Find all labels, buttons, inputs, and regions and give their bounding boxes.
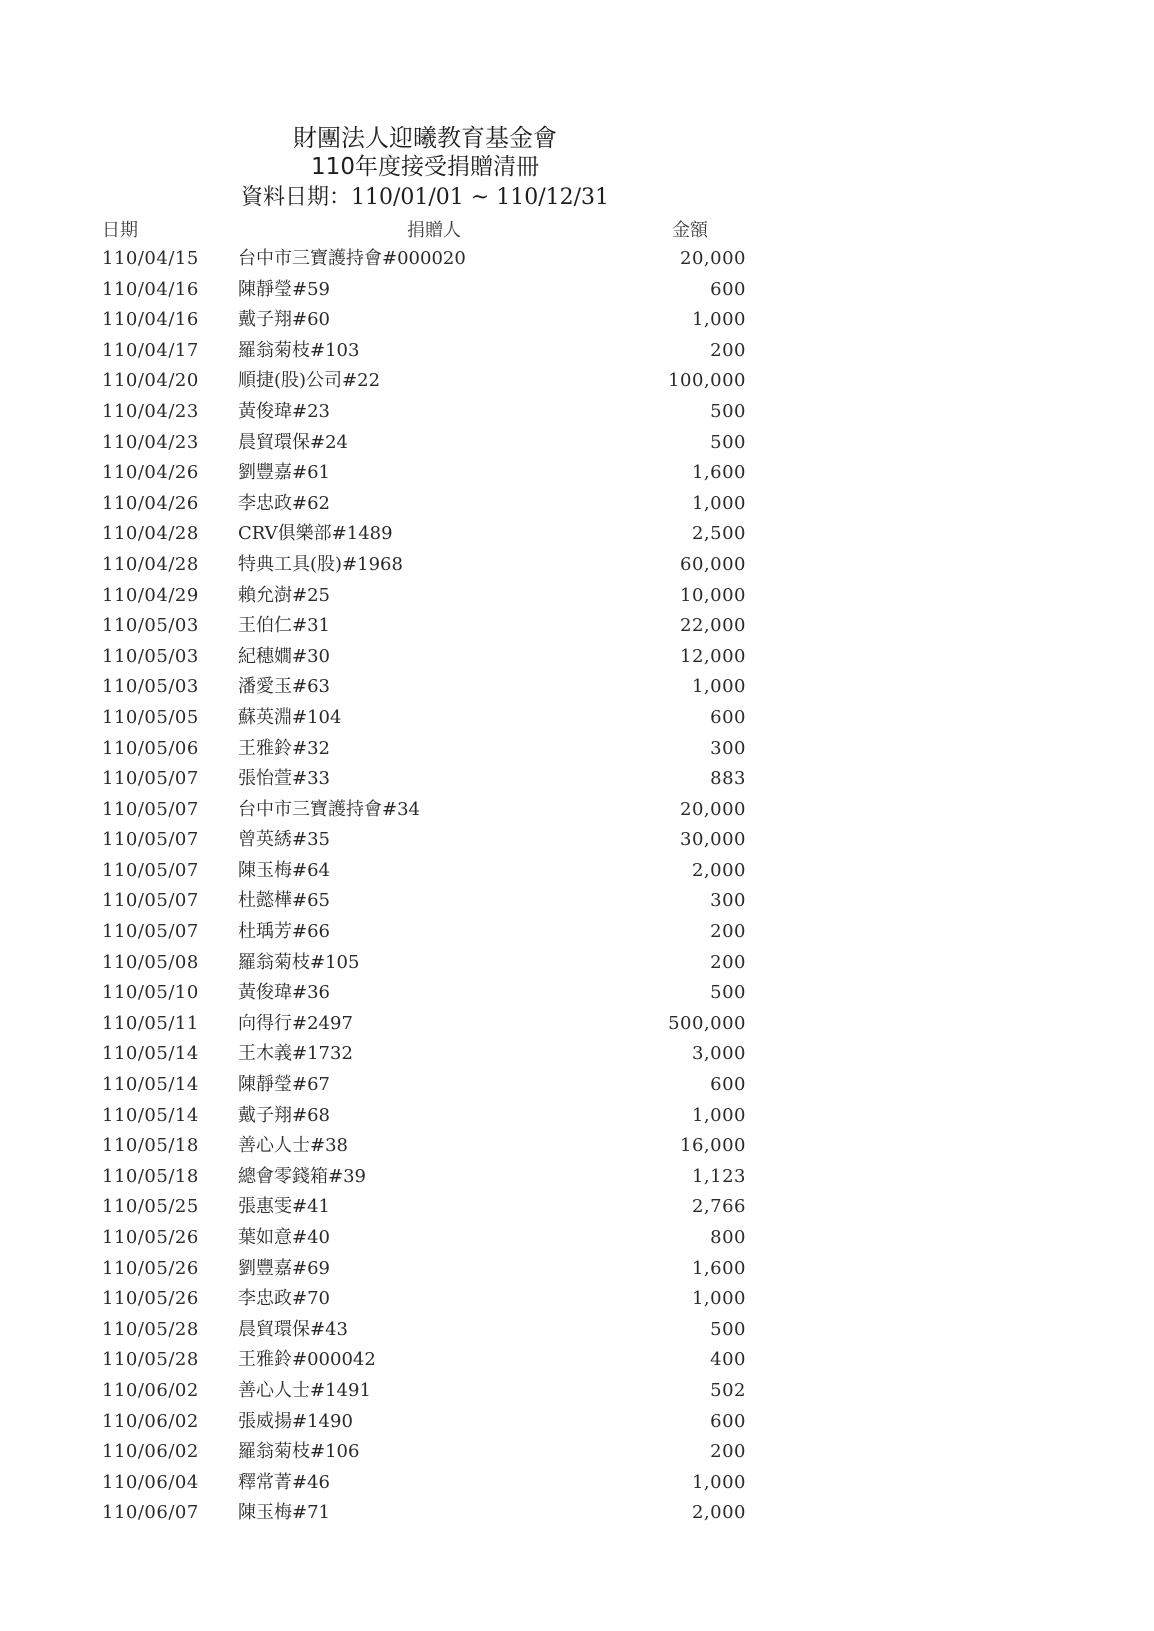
row-date: 110/05/10 <box>102 982 199 1004</box>
row-donor: 蘇英淵#104 <box>238 706 342 728</box>
row-date: 110/04/28 <box>102 523 199 545</box>
row-amount: 12,000 <box>680 645 746 667</box>
row-donor: 陳靜瑩#59 <box>238 278 330 300</box>
row-date: 110/04/20 <box>102 370 199 392</box>
row-donor: 黃俊瑋#36 <box>238 982 330 1004</box>
table-row <box>0 764 1154 795</box>
row-amount: 500,000 <box>668 1012 746 1034</box>
row-amount: 600 <box>710 278 746 300</box>
row-donor: 劉豐嘉#69 <box>238 1257 330 1279</box>
table-row <box>0 1223 1154 1254</box>
row-donor: 戴子翔#68 <box>238 1104 330 1126</box>
row-amount: 883 <box>710 768 746 790</box>
row-donor: 善心人士#38 <box>238 1135 348 1157</box>
row-donor: 羅翁菊枝#106 <box>238 1441 360 1463</box>
row-date: 110/05/07 <box>102 890 199 912</box>
table-row <box>0 825 1154 856</box>
table-row <box>0 519 1154 550</box>
row-amount: 1,123 <box>691 1165 746 1187</box>
row-donor: 羅翁菊枝#105 <box>238 951 360 973</box>
table-row <box>0 642 1154 673</box>
row-date: 110/05/18 <box>102 1165 199 1187</box>
donation-list <box>0 244 1154 1529</box>
table-row <box>0 1376 1154 1407</box>
organization-title: 財團法人迎曦教育基金會 <box>293 124 557 152</box>
row-date: 110/04/23 <box>102 431 199 453</box>
row-donor: 杜瑀芳#66 <box>238 921 330 943</box>
row-amount: 2,000 <box>691 859 746 881</box>
row-date: 110/05/07 <box>102 798 199 820</box>
row-date: 110/05/03 <box>102 676 199 698</box>
table-row <box>0 703 1154 734</box>
row-amount: 22,000 <box>680 615 746 637</box>
row-amount: 300 <box>710 737 746 759</box>
table-row <box>0 886 1154 917</box>
table-row <box>0 1162 1154 1193</box>
row-donor: 王伯仁#31 <box>238 615 330 637</box>
row-date: 110/05/07 <box>102 829 199 851</box>
row-date: 110/04/28 <box>102 553 199 575</box>
row-amount: 800 <box>710 1227 746 1248</box>
row-donor: 張惠雯#41 <box>238 1196 330 1218</box>
row-date: 110/05/18 <box>102 1135 199 1157</box>
row-donor: 晨貿環保#43 <box>238 1318 348 1340</box>
row-amount: 10,000 <box>680 584 746 606</box>
table-row <box>0 275 1154 306</box>
row-amount: 1,600 <box>691 1257 746 1279</box>
row-amount: 1,000 <box>691 1104 746 1126</box>
row-amount: 500 <box>710 982 746 1004</box>
table-row <box>0 581 1154 612</box>
row-donor: CRV俱樂部#1489 <box>238 523 393 545</box>
row-amount: 1,000 <box>691 1288 746 1310</box>
row-donor: 善心人士#1491 <box>238 1379 371 1401</box>
row-amount: 200 <box>710 339 746 361</box>
row-amount: 1,000 <box>691 676 746 698</box>
row-donor: 黃俊瑋#23 <box>238 400 330 422</box>
row-amount: 600 <box>710 1074 746 1096</box>
row-amount: 1,000 <box>691 492 746 514</box>
row-donor: 李忠政#62 <box>238 492 330 514</box>
row-donor: 王雅鈴#32 <box>238 737 330 759</box>
row-donor: 葉如意#40 <box>238 1227 330 1248</box>
row-date: 110/06/02 <box>102 1441 199 1463</box>
table-row <box>0 1009 1154 1040</box>
row-amount: 60,000 <box>680 553 746 575</box>
row-date: 110/04/26 <box>102 462 199 484</box>
row-amount: 400 <box>710 1349 746 1371</box>
table-row <box>0 366 1154 397</box>
column-header-donor: 捐贈人 <box>407 220 461 241</box>
table-row <box>0 244 1154 275</box>
row-donor: 順捷(股)公司#22 <box>238 370 381 392</box>
row-amount: 20,000 <box>680 248 746 269</box>
row-date: 110/04/29 <box>102 584 199 606</box>
row-date: 110/06/02 <box>102 1410 199 1432</box>
row-date: 110/05/07 <box>102 921 199 943</box>
table-row <box>0 305 1154 336</box>
table-row <box>0 672 1154 703</box>
row-donor: 總會零錢箱#39 <box>238 1165 366 1187</box>
row-donor: 賴允澍#25 <box>238 584 330 606</box>
row-date: 110/06/02 <box>102 1379 199 1401</box>
row-date: 110/04/26 <box>102 492 199 514</box>
row-date: 110/04/16 <box>102 278 199 300</box>
row-amount: 1,000 <box>691 1471 746 1493</box>
row-date: 110/05/07 <box>102 768 199 790</box>
column-header-amount: 金額 <box>672 220 708 241</box>
report-subtitle: 110年度接受捐贈清冊 <box>311 154 539 180</box>
row-amount: 300 <box>710 890 746 912</box>
row-date: 110/04/16 <box>102 309 199 331</box>
row-date: 110/05/05 <box>102 706 199 728</box>
table-row <box>0 1254 1154 1285</box>
row-date: 110/05/26 <box>102 1288 199 1310</box>
row-amount: 200 <box>710 951 746 973</box>
row-date: 110/05/14 <box>102 1043 199 1065</box>
table-row <box>0 1131 1154 1162</box>
row-date: 110/05/03 <box>102 615 199 637</box>
row-date: 110/05/28 <box>102 1318 199 1340</box>
row-donor: 台中市三寶護持會#34 <box>238 798 420 820</box>
row-date: 110/05/26 <box>102 1227 199 1248</box>
row-donor: 紀穗嫺#30 <box>238 645 330 667</box>
row-date: 110/05/11 <box>102 1012 199 1034</box>
row-donor: 陳玉梅#64 <box>238 859 330 881</box>
row-amount: 600 <box>710 706 746 728</box>
row-date: 110/04/15 <box>102 248 199 269</box>
row-amount: 200 <box>710 1441 746 1463</box>
table-row <box>0 1437 1154 1468</box>
row-amount: 600 <box>710 1410 746 1432</box>
row-donor: 陳靜瑩#67 <box>238 1074 330 1096</box>
row-donor: 釋常菁#46 <box>238 1471 330 1493</box>
table-row <box>0 1070 1154 1101</box>
row-amount: 1,600 <box>691 462 746 484</box>
row-date: 110/04/17 <box>102 339 199 361</box>
table-row <box>0 489 1154 520</box>
row-donor: 杜懿樺#65 <box>238 890 330 912</box>
row-date: 110/06/04 <box>102 1471 199 1493</box>
table-row <box>0 1468 1154 1499</box>
table-row <box>0 948 1154 979</box>
row-date: 110/05/14 <box>102 1074 199 1096</box>
table-row <box>0 336 1154 367</box>
table-row <box>0 611 1154 642</box>
row-amount: 1,000 <box>691 309 746 331</box>
row-amount: 500 <box>710 431 746 453</box>
row-amount: 30,000 <box>680 829 746 851</box>
row-date: 110/05/03 <box>102 645 199 667</box>
row-amount: 2,500 <box>691 523 746 545</box>
table-row <box>0 1192 1154 1223</box>
row-donor: 張威揚#1490 <box>238 1410 353 1432</box>
row-donor: 劉豐嘉#61 <box>238 462 330 484</box>
table-row <box>0 458 1154 489</box>
row-amount: 100,000 <box>668 370 746 392</box>
row-amount: 200 <box>710 921 746 943</box>
row-amount: 500 <box>710 400 746 422</box>
row-date: 110/06/07 <box>102 1502 199 1524</box>
row-donor: 晨貿環保#24 <box>238 431 348 453</box>
row-date: 110/05/25 <box>102 1196 199 1218</box>
row-donor: 陳玉梅#71 <box>238 1502 330 1524</box>
date-range: 資料日期：110/01/01 ~ 110/12/31 <box>240 185 610 210</box>
row-date: 110/05/06 <box>102 737 199 759</box>
row-donor: 台中市三寶護持會#000020 <box>238 248 466 269</box>
table-header <box>0 216 1154 244</box>
row-donor: 王木義#1732 <box>238 1043 353 1065</box>
table-row <box>0 550 1154 581</box>
table-row <box>0 1498 1154 1529</box>
table-row <box>0 795 1154 826</box>
table-row <box>0 1315 1154 1346</box>
table-row <box>0 978 1154 1009</box>
row-donor: 李忠政#70 <box>238 1288 330 1310</box>
row-donor: 向得行#2497 <box>238 1012 353 1034</box>
row-amount: 20,000 <box>680 798 746 820</box>
row-donor: 王雅鈴#000042 <box>238 1349 376 1371</box>
row-date: 110/05/26 <box>102 1257 199 1279</box>
row-donor: 曾英綉#35 <box>238 829 330 851</box>
table-row <box>0 1345 1154 1376</box>
table-row <box>0 856 1154 887</box>
row-amount: 2,766 <box>691 1196 746 1218</box>
row-date: 110/05/07 <box>102 859 199 881</box>
row-donor: 張怡萱#33 <box>238 768 330 790</box>
row-donor: 羅翁菊枝#103 <box>238 339 360 361</box>
table-row <box>0 1407 1154 1438</box>
row-date: 110/05/28 <box>102 1349 199 1371</box>
row-donor: 戴子翔#60 <box>238 309 330 331</box>
table-row <box>0 1039 1154 1070</box>
row-donor: 特典工具(股)#1968 <box>238 553 403 575</box>
table-row <box>0 397 1154 428</box>
row-date: 110/04/23 <box>102 400 199 422</box>
column-header-date: 日期 <box>102 220 138 241</box>
row-date: 110/05/14 <box>102 1104 199 1126</box>
table-row <box>0 428 1154 459</box>
row-amount: 16,000 <box>680 1135 746 1157</box>
row-amount: 2,000 <box>691 1502 746 1524</box>
table-row <box>0 1101 1154 1132</box>
table-row <box>0 1284 1154 1315</box>
row-amount: 500 <box>710 1318 746 1340</box>
table-row <box>0 917 1154 948</box>
row-amount: 3,000 <box>691 1043 746 1065</box>
row-date: 110/05/08 <box>102 951 199 973</box>
table-row <box>0 734 1154 765</box>
row-donor: 潘愛玉#63 <box>238 676 330 698</box>
row-amount: 502 <box>710 1379 746 1401</box>
